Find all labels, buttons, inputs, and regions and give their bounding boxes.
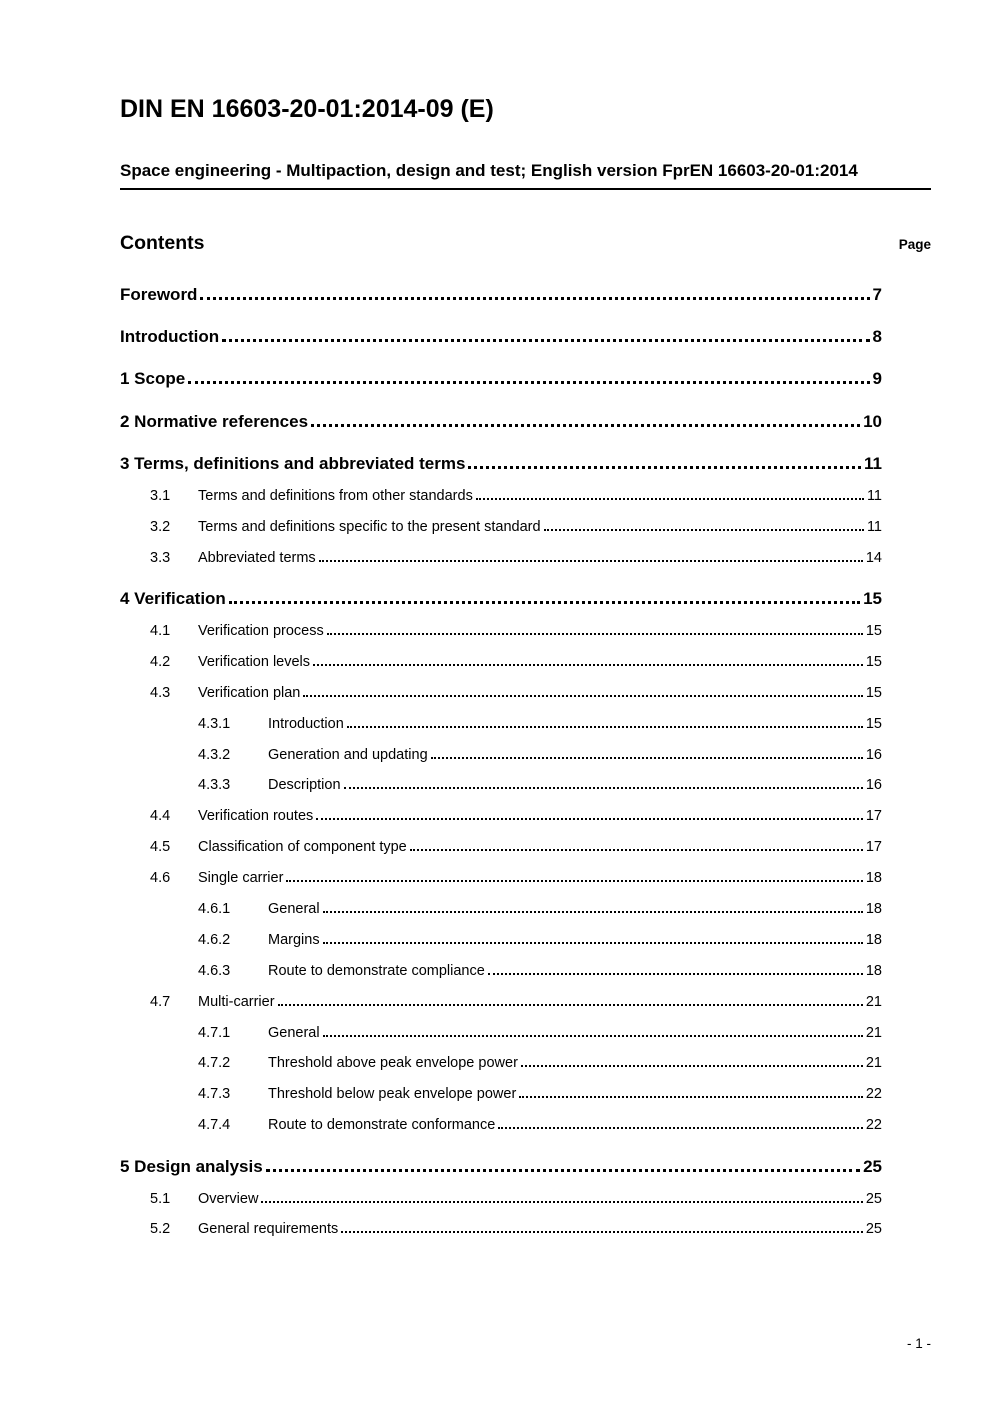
toc-entry-page: 14: [865, 549, 882, 566]
toc-entry: [120, 747, 882, 764]
toc-entry-page: 21: [865, 1024, 882, 1041]
toc-entry-page: 15: [865, 653, 882, 670]
toc-entry-text: 2 Normative references: [120, 411, 309, 431]
dot-leader: [544, 529, 864, 531]
toc-entry: [120, 901, 882, 918]
dot-leader: [316, 818, 863, 820]
toc-entry: [120, 932, 882, 949]
toc-entry-number: 4.7: [150, 993, 171, 1010]
dot-leader: [519, 1096, 863, 1098]
header-rule: [120, 188, 931, 190]
doc-number: DIN EN 16603-20-01:2014-09 (E): [120, 95, 494, 123]
toc-entry-page: 16: [865, 746, 882, 763]
toc-entry-number: 3.3: [150, 549, 171, 566]
toc-entry-number: 3.2: [150, 518, 171, 535]
dot-leader: [431, 757, 863, 759]
toc-entry: [120, 1025, 882, 1042]
dot-leader: [278, 1004, 863, 1006]
toc-entry: [120, 1055, 882, 1072]
toc-entry-number: 4.6.2: [198, 931, 231, 948]
toc-entry-page: 10: [863, 411, 882, 431]
dot-leader: [498, 1127, 863, 1129]
toc-entry-page: 11: [864, 454, 882, 474]
dot-leader: [521, 1065, 863, 1067]
toc-entry-page: 16: [865, 777, 882, 794]
toc-entry: [120, 963, 882, 980]
toc-entry-page: 15: [863, 589, 882, 609]
toc-entry-text: Introduction: [120, 326, 220, 346]
toc-entry-text: Generation and updating: [268, 746, 428, 763]
toc-entry-page: 15: [865, 623, 882, 640]
contents-bar: [120, 232, 931, 255]
toc-entry-page: 18: [865, 870, 882, 887]
dot-leader: [229, 601, 860, 604]
toc-entry-number: 4.5: [150, 839, 171, 856]
toc-entry-page: 18: [865, 901, 882, 918]
toc-entry-page: 15: [865, 715, 882, 732]
dot-leader: [410, 849, 863, 851]
toc-entry-number: 4.7.2: [198, 1055, 231, 1072]
toc-entry-text: Threshold below peak envelope power: [268, 1086, 517, 1103]
footer-page-number: - 1 -: [906, 1336, 931, 1351]
contents-heading: Contents: [120, 231, 205, 254]
dot-leader: [476, 498, 864, 500]
toc-entry-text: Foreword: [120, 284, 198, 304]
toc-entry: [120, 519, 882, 536]
toc-entry: [120, 654, 882, 671]
toc-entry: [120, 1117, 882, 1134]
toc-entry-number: 4.6.3: [198, 962, 231, 979]
toc-entry-text: Single carrier: [198, 870, 284, 887]
toc-entry-number: 3.1: [150, 487, 171, 504]
toc-entry-text: Introduction: [268, 715, 344, 732]
toc-entry-page: 18: [865, 931, 882, 948]
toc-entry-text: 3 Terms, definitions and abbreviated terms: [120, 454, 466, 474]
toc-entry-number: 4.2: [150, 653, 171, 670]
dot-leader: [468, 466, 861, 469]
dot-leader: [303, 695, 862, 697]
toc-entry: [120, 285, 882, 305]
toc-entry-text: Multi-carrier: [198, 993, 275, 1010]
toc-entry: [120, 808, 882, 825]
toc-entry-text: Verification routes: [198, 808, 314, 825]
dot-leader: [313, 664, 863, 666]
toc-entry-text: 4 Verification: [120, 589, 226, 609]
toc-entry-number: 5.2: [150, 1221, 171, 1238]
page-column-label: Page: [898, 236, 931, 252]
toc-list: [120, 285, 931, 1239]
toc-entry-page: 9: [872, 369, 882, 389]
toc-entry: [120, 488, 882, 505]
toc-entry-text: Verification levels: [198, 653, 311, 670]
dot-leader: [323, 911, 863, 913]
toc-entry-number: 5.1: [150, 1190, 171, 1207]
dot-leader: [266, 1169, 860, 1172]
toc-entry-text: Terms and definitions from other standards: [198, 487, 473, 504]
toc-entry-number: 4.3.3: [198, 777, 231, 794]
toc-entry-page: 25: [865, 1190, 882, 1207]
toc-entry-page: 11: [866, 487, 882, 504]
toc-entry-text: Description: [268, 777, 341, 794]
toc-entry-page: 11: [866, 518, 882, 535]
toc-entry-page: 21: [865, 1055, 882, 1072]
toc-entry-page: 25: [863, 1156, 882, 1176]
toc-entry: [120, 716, 882, 733]
dot-leader: [488, 973, 863, 975]
toc-entry-number: 4.6: [150, 870, 171, 887]
toc-entry-page: 22: [865, 1117, 882, 1134]
dot-leader: [261, 1201, 862, 1203]
toc-entry-number: 4.4: [150, 808, 171, 825]
toc-entry-text: 1 Scope: [120, 369, 186, 389]
toc-entry: [120, 589, 882, 609]
dot-leader: [188, 381, 869, 384]
dot-leader: [200, 297, 869, 300]
toc-entry-page: 22: [865, 1086, 882, 1103]
toc-entry-page: 15: [865, 684, 882, 701]
toc-entry: [120, 623, 882, 640]
dot-leader: [323, 942, 863, 944]
toc-entry-number: 4.3: [150, 684, 171, 701]
toc-entry: [120, 777, 882, 794]
toc-entry-number: 4.7.4: [198, 1117, 231, 1134]
toc-entry-text: Classification of component type: [198, 839, 407, 856]
toc-entry: [120, 994, 882, 1011]
toc-entry-number: 4.1: [150, 623, 171, 640]
toc-entry: [120, 870, 882, 887]
dot-leader: [286, 880, 862, 882]
toc-entry-page: 25: [865, 1221, 882, 1238]
toc-entry-number: 4.3.2: [198, 746, 231, 763]
toc-entry: [120, 839, 882, 856]
toc-entry: [120, 1157, 882, 1177]
dot-leader: [347, 726, 863, 728]
toc-entry-text: Route to demonstrate conformance: [268, 1117, 496, 1134]
toc-entry-page: 21: [865, 993, 882, 1010]
toc-entry-number: 4.7.3: [198, 1086, 231, 1103]
toc-entry-page: 17: [865, 808, 882, 825]
toc-entry: [120, 685, 882, 702]
dot-leader: [319, 560, 863, 562]
toc-entry: [120, 327, 882, 347]
toc-entry-text: Threshold above peak envelope power: [268, 1055, 518, 1072]
dot-leader: [222, 339, 869, 342]
toc-entry-page: 7: [872, 284, 882, 304]
toc-entry: [120, 550, 882, 567]
toc-entry: [120, 1086, 882, 1103]
toc-entry: [120, 369, 882, 389]
toc-entry-number: 4.3.1: [198, 715, 231, 732]
toc-entry-text: General requirements: [198, 1221, 339, 1238]
dot-leader: [311, 424, 860, 427]
toc-entry: [120, 1221, 882, 1238]
toc-entry-text: Margins: [268, 931, 320, 948]
dot-leader: [327, 633, 863, 635]
toc-entry-page: 8: [872, 326, 882, 346]
dot-leader: [341, 1231, 863, 1233]
toc-entry: [120, 412, 882, 432]
toc-entry-text: Route to demonstrate compliance: [268, 962, 485, 979]
toc-entry: [120, 454, 882, 474]
toc-entry-text: General: [268, 1024, 320, 1041]
toc-entry-number: 4.7.1: [198, 1024, 231, 1041]
toc-entry-text: Verification plan: [198, 684, 301, 701]
toc-entry: [120, 1191, 882, 1208]
toc-entry-text: Verification process: [198, 623, 324, 640]
dot-leader: [323, 1035, 863, 1037]
doc-title: Space engineering - Multipaction, design and test; English version FprEN 16603-20-01:2014: [120, 161, 858, 180]
toc-entry-page: 17: [865, 839, 882, 856]
toc-entry-text: Overview: [198, 1190, 259, 1207]
toc-entry-page: 18: [865, 962, 882, 979]
toc-entry-number: 4.6.1: [198, 901, 231, 918]
dot-leader: [344, 787, 863, 789]
toc-entry-text: General: [268, 901, 320, 918]
toc-entry-text: Abbreviated terms: [198, 549, 316, 566]
toc-entry-text: Terms and definitions specific to the present standard: [198, 518, 541, 535]
toc-entry-text: 5 Design analysis: [120, 1156, 263, 1176]
